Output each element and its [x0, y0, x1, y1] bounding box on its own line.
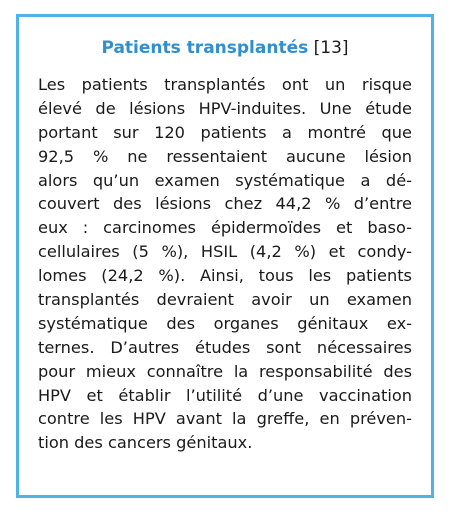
box-title — [19, 37, 431, 59]
body-line: tion des cancers génitaux. — [38, 433, 253, 453]
body-line: cellulaires (5 %), HSIL (4,2 %) et condy- — [38, 242, 412, 262]
body-line: lomes (24,2 %). Ainsi, tous les patients — [38, 266, 412, 286]
body-line: contre les HPV avant la greffe, en préven- — [38, 409, 412, 429]
body-line: alors qu’un examen systématique a dé- — [38, 170, 412, 190]
info-box — [16, 14, 434, 498]
body-line: ternes. D’autres études sont nécessaires — [38, 337, 412, 357]
body-line: portant sur 120 patients a montré que — [38, 122, 412, 142]
body-line: eux : carcinomes épidermoïdes et baso- — [38, 218, 412, 238]
body-line: transplantés devraient avoir un examen — [38, 290, 412, 310]
box-body — [38, 73, 412, 455]
body-line: couvert des lésions chez 44,2 % d’entre — [38, 194, 412, 214]
body-line: pour mieux connaître la responsabilité des — [38, 361, 412, 381]
body-line: systématique des organes génitaux ex- — [38, 313, 412, 333]
box-title-text: Patients transplantés — [101, 38, 309, 58]
box-title-reference: [13] — [313, 38, 349, 58]
body-line: élevé de lésions HPV-induites. Une étude — [38, 98, 412, 118]
body-line: Les patients transplantés ont un risque — [38, 75, 412, 94]
body-line: HPV et établir l’utilité d’une vaccination — [38, 385, 412, 405]
body-line: 92,5 % ne ressentaient aucune lésion — [38, 146, 412, 166]
